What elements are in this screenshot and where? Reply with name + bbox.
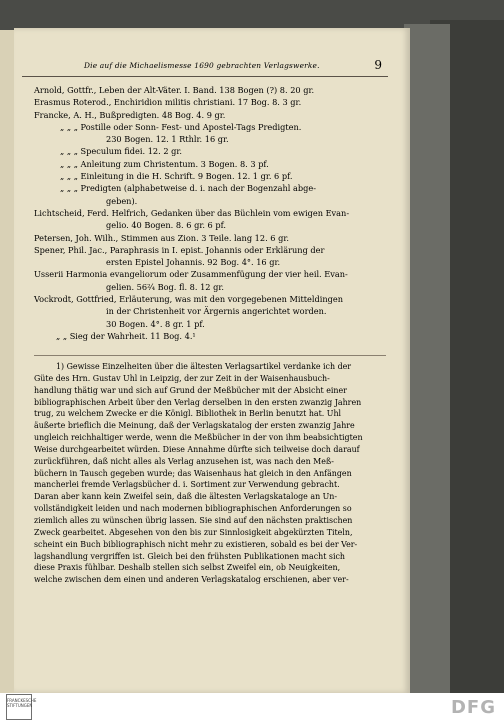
- footnote-line: welche zwischen dem einen und anderen Verlagskatalog erschienen, aber ver-: [34, 575, 349, 585]
- list-item-continuation: in der Christenheit vor Ärgernis angerichtet worden.: [106, 306, 327, 317]
- footnote: [34, 355, 386, 586]
- footnote-line: Weise durchgearbeitet würden. Diese Annahme dürfte sich teilweise doch darauf: [34, 444, 360, 454]
- list-item: Spener, Phil. Jac., Paraphrasis in I. epist. Johannis oder Erklärung der: [34, 244, 325, 255]
- list-item-continuation: 230 Bogen. 12. 1 Rthlr. 16 gr.: [106, 134, 229, 145]
- list-item: Lichtscheid, Ferd. Helfrich, Gedanken über das Büchlein vom ewigen Evan-: [34, 207, 350, 218]
- list-item-continuation: gelien. 56²⁄₄ Bog. fl. 8. 12 gr.: [106, 281, 224, 292]
- list-item: „ „ „ Einleitung in die H. Schrift. 9 Bogen. 12. 1 gr. 6 pf.: [60, 171, 293, 182]
- list-item: Usserii Harmonia evangeliorum oder Zusammenfügung der vier heil. Evan-: [34, 269, 348, 280]
- footnote-line: äußerte brieflich die Meinung, daß der Verlagskatalog der ersten zwanzig Jahre: [34, 421, 355, 431]
- footnote-line: ungleich reichhaltiger werde, wenn die Meßbücher in der von ihm beabsichtigten: [34, 433, 363, 443]
- list-item-continuation: geben).: [106, 195, 138, 206]
- footnote-line: ziemlich alles zu wünschen übrig lassen. Sie sind auf den nächsten praktischen: [34, 515, 353, 525]
- list-item: Francke, A. H., Bußpredigten. 48 Bog. 4. 9 gr.: [34, 109, 226, 120]
- footnote-line: Zweck gearbeitet. Abgesehen von den bis zur Sinnlosigkeit abgekürzten Titeln,: [34, 527, 353, 537]
- list-item-continuation: ersten Epistel Johannis. 92 Bog. 4°. 16 gr.: [106, 257, 281, 268]
- footnote-line: trug, zu welchem Zwecke er die Königl. Bibliothek in Berlin benutzt hat. Uhl: [34, 409, 342, 419]
- list-item: Arnold, Gottfr., Leben der Alt-Väter. I. Band. 138 Bogen (?) 8. 20 gr.: [34, 85, 315, 95]
- footnote-line: vollständigkeit leiden und nach modernen bibliographischen Anforderungen so: [34, 504, 352, 514]
- publication-list: [34, 84, 386, 342]
- running-title: Die auf die Michaelismesse 1690 gebrachten Verlagswerke.: [84, 61, 320, 70]
- page-edge-stack: [404, 24, 450, 693]
- page-number: 9: [374, 58, 382, 72]
- list-item: Erasmus Roterod., Enchiridion militis christiani. 17 Bog. 8. 3 gr.: [34, 97, 302, 108]
- footnote-line: scheint ein Buch bibliographisch nicht mehr zu existieren, sobald es bei der Ver-: [34, 539, 358, 549]
- list-item: „ „ „ Postille oder Sonn- Fest- und Apostel-Tags Predigten.: [60, 121, 302, 132]
- footnote-line: handlung thätig war und sich auf Grund der Meßbücher mit der Absicht einer: [34, 385, 347, 395]
- footnote-line: bibliographischen Arbeit über den Verlag derselben in den ersten zwanzig Jahren: [34, 397, 362, 407]
- footnote-line: lagshandlung vergriffen ist. Gleich bei den frühsten Publikationen macht sich: [34, 551, 345, 561]
- dfg-logo: DFG: [450, 697, 496, 718]
- list-item-continuation: 30 Bogen. 4°. 8 gr. 1 pf.: [106, 318, 205, 329]
- footnote-line: Daran aber kann kein Zweifel sein, daß die ältesten Verlagskataloge an Un-: [34, 492, 338, 502]
- left-page-margin: [0, 30, 15, 693]
- list-item: „ „ „ Speculum fidei. 12. 2 gr.: [60, 146, 183, 157]
- list-item: „ „ Sieg der Wahrheit. 11 Bog. 4.¹: [56, 330, 196, 341]
- page-header: [22, 60, 388, 77]
- footnote-line: 1) Gewisse Einzelheiten über die ältesten Verlagsartikel verdanke ich der: [56, 362, 352, 371]
- list-item-continuation: gelio. 40 Bogen. 8. 6 gr. 6 pf.: [106, 220, 226, 231]
- institution-seal-logo: FRANCKESCHE STIFTUNGEN: [6, 694, 32, 720]
- list-item: „ „ „ Predigten (alphabetweise d. i. nach der Bogenzahl abge-: [60, 183, 316, 194]
- viewer-footer: [0, 693, 504, 723]
- footnote-line: büchern in Tausch gegeben wurde; das Waisenhaus hat gleich in den Anfängen: [34, 468, 352, 478]
- list-item: „ „ „ Anleitung zum Christentum. 3 Bogen. 8. 3 pf.: [60, 158, 269, 169]
- list-item: Petersen, Joh. Wilh., Stimmen aus Zion. 3 Teile. lang 12. 6 gr.: [34, 232, 289, 243]
- footnote-line: Güte des Hrn. Gustav Uhl in Leipzig, der zur Zeit in der Waisenhausbuch-: [34, 373, 330, 383]
- list-item: Vockrodt, Gottfried, Erläuterung, was mit den vorgegebenen Mitteldingen: [34, 294, 344, 305]
- footnote-line: diese Praxis fühlbar. Deshalb stellen sich selbst Zweifel ein, ob Neuigkeiten,: [34, 563, 341, 573]
- footnote-line: mancherlei fremde Verlagsbücher d. i. Sortiment zur Verwendung gebracht.: [34, 480, 340, 490]
- footnote-line: zurückführen, daß nicht alles als Verlag anzusehen ist, was nach den Meß-: [34, 456, 334, 466]
